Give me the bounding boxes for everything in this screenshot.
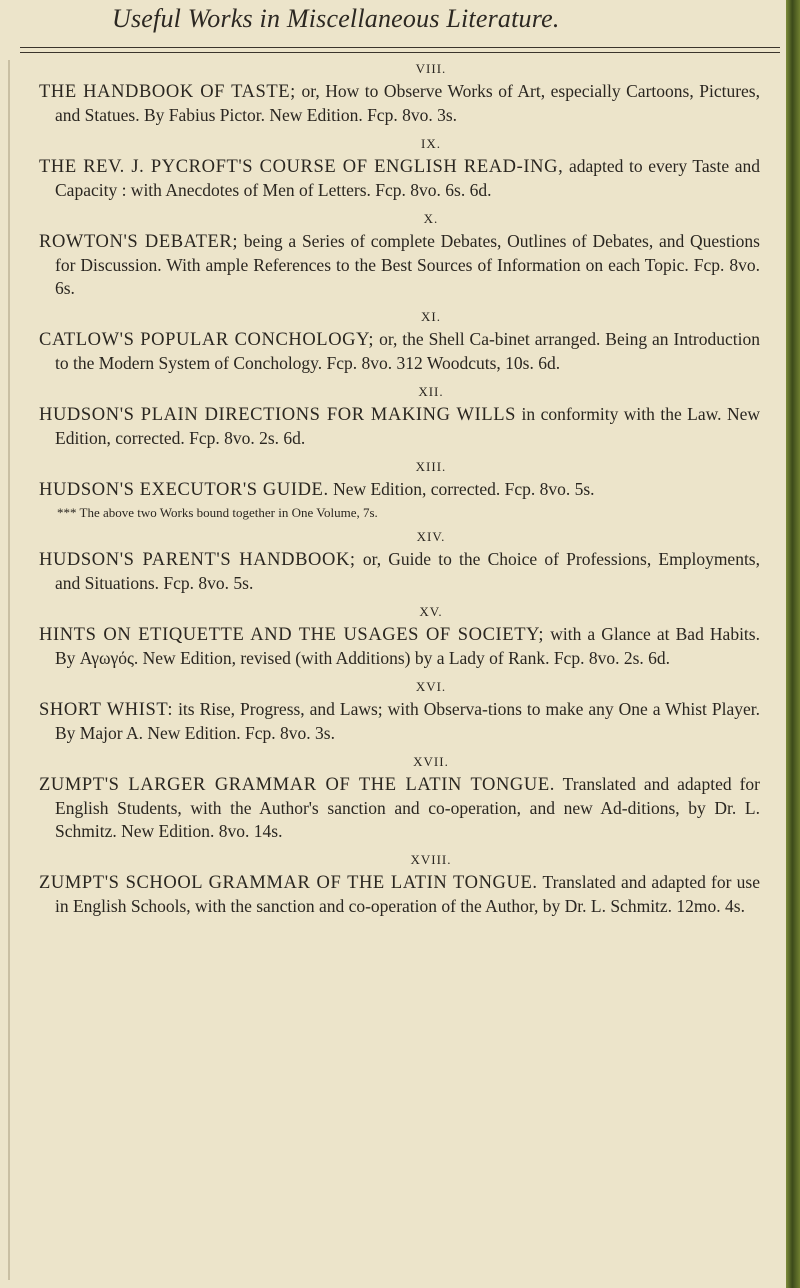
entry-description: with a Glance at Bad Habits. By Αγωγός. New Edition, revised (with Additions) by a Lady of Rank. Fcp. 8vo. 2s. 6d.: [55, 624, 760, 668]
catalogue-entry: [12, 133, 760, 202]
catalogue-entry: [12, 208, 760, 300]
entry-numeral: XIII.: [415, 459, 447, 474]
book-edge: [786, 0, 800, 1288]
catalogue-entry: [12, 58, 760, 127]
entry-text: [12, 403, 760, 450]
entry-description: in conformity with the Law. New Edition, corrected. Fcp. 8vo. 2s. 6d.: [55, 404, 760, 448]
entry-numeral: IX.: [421, 136, 441, 151]
entry-text: [12, 80, 760, 127]
entry-text: [12, 155, 760, 202]
entry-text: [12, 328, 760, 375]
entry-numeral: XV.: [419, 604, 443, 619]
entry-description: Translated and adapted for English Students, with the Author's sanction and co-operation, and new Ad-ditions, by Dr. L. Schmitz. New Edition. 8vo. 14s.: [55, 774, 760, 841]
entry-title: HUDSON'S PLAIN DIRECTIONS FOR MAKING WILLS: [39, 405, 517, 425]
running-head: Useful Works in Miscellaneous Literature.: [112, 4, 560, 33]
catalogue-entry: [12, 306, 760, 375]
entry-text: [12, 773, 760, 843]
entry-title: ZUMPT'S LARGER GRAMMAR OF THE LATIN TONGUE.: [39, 775, 555, 795]
entry-text: [12, 230, 760, 300]
entry-description: adapted to every Taste and Capacity : with Anecdotes of Men of Letters. Fcp. 8vo. 6s. 6d.: [55, 156, 760, 200]
entry-title: HUDSON'S EXECUTOR'S GUIDE.: [39, 480, 329, 500]
catalogue-entry: [12, 526, 760, 595]
catalogue-entry: [12, 381, 760, 450]
catalogue-list: [12, 58, 760, 918]
entry-title: HUDSON'S PARENT'S HANDBOOK;: [39, 550, 356, 570]
entry-title: THE REV. J. PYCROFT'S COURSE OF ENGLISH READ-ING,: [39, 157, 564, 177]
entry-description: or, Guide to the Choice of Professions, Employments, and Situations. Fcp. 8vo. 5s.: [55, 549, 760, 593]
entry-numeral: X.: [423, 211, 439, 226]
catalogue-entry: [12, 601, 760, 670]
entry-title: CATLOW'S POPULAR CONCHOLOGY;: [39, 330, 375, 350]
entry-numeral: XII.: [418, 384, 444, 399]
entry-text: [12, 623, 760, 670]
entry-description: being a Series of complete Debates, Outlines of Debates, and Questions for Discussion. With ample References to the Best Sources of Information on each Topic. Fcp. 8vo. 6s.: [55, 231, 760, 298]
binding-margin: [8, 60, 10, 1280]
header-rule: [20, 47, 780, 48]
entry-description: or, How to Observe Works of Art, especially Cartoons, Pictures, and Statues. By Fabius Pictor. New Edition. Fcp. 8vo. 3s.: [55, 81, 760, 125]
entry-text: [12, 478, 760, 502]
entry-title: HINTS ON ETIQUETTE AND THE USAGES OF SOCIETY;: [39, 625, 545, 645]
catalogue-entry: [12, 751, 760, 843]
entry-title: ZUMPT'S SCHOOL GRAMMAR OF THE LATIN TONGUE.: [39, 873, 538, 893]
entry-text: [12, 871, 760, 918]
entry-text: [12, 698, 760, 745]
entry-description: its Rise, Progress, and Laws; with Observa-tions to make any One a Whist Player. By Major A. New Edition. Fcp. 8vo. 3s.: [55, 699, 761, 743]
entry-title: SHORT WHIST:: [39, 700, 174, 720]
entry-description: New Edition, corrected. Fcp. 8vo. 5s.: [328, 479, 595, 499]
entry-note: *** The above two Works bound together in One Volume, 7s.: [57, 505, 378, 520]
entry-text: [12, 548, 760, 595]
entry-numeral: XI.: [421, 309, 441, 324]
entry-description: Translated and adapted for use in English Schools, with the sanction and co-operation of the Author, by Dr. L. Schmitz. 12mo. 4s.: [55, 872, 760, 916]
entry-numeral: XVI.: [415, 679, 447, 694]
catalogue-entry: [12, 456, 760, 524]
catalogue-entry: [12, 676, 760, 745]
header-rule-thin: [20, 52, 780, 53]
entry-title: THE HANDBOOK OF TASTE;: [39, 82, 296, 102]
entry-numeral: XIV.: [416, 529, 446, 544]
entry-description: or, the Shell Ca-binet arranged. Being an Introduction to the Modern System of Conchology. Fcp. 8vo. 312 Woodcuts, 10s. 6d.: [55, 329, 761, 373]
entry-numeral: XVII.: [413, 754, 449, 769]
entry-numeral: XVIII.: [410, 852, 452, 867]
entry-numeral: VIII.: [415, 61, 447, 76]
catalogue-entry: [12, 849, 760, 918]
entry-title: ROWTON'S DEBATER;: [39, 232, 239, 252]
